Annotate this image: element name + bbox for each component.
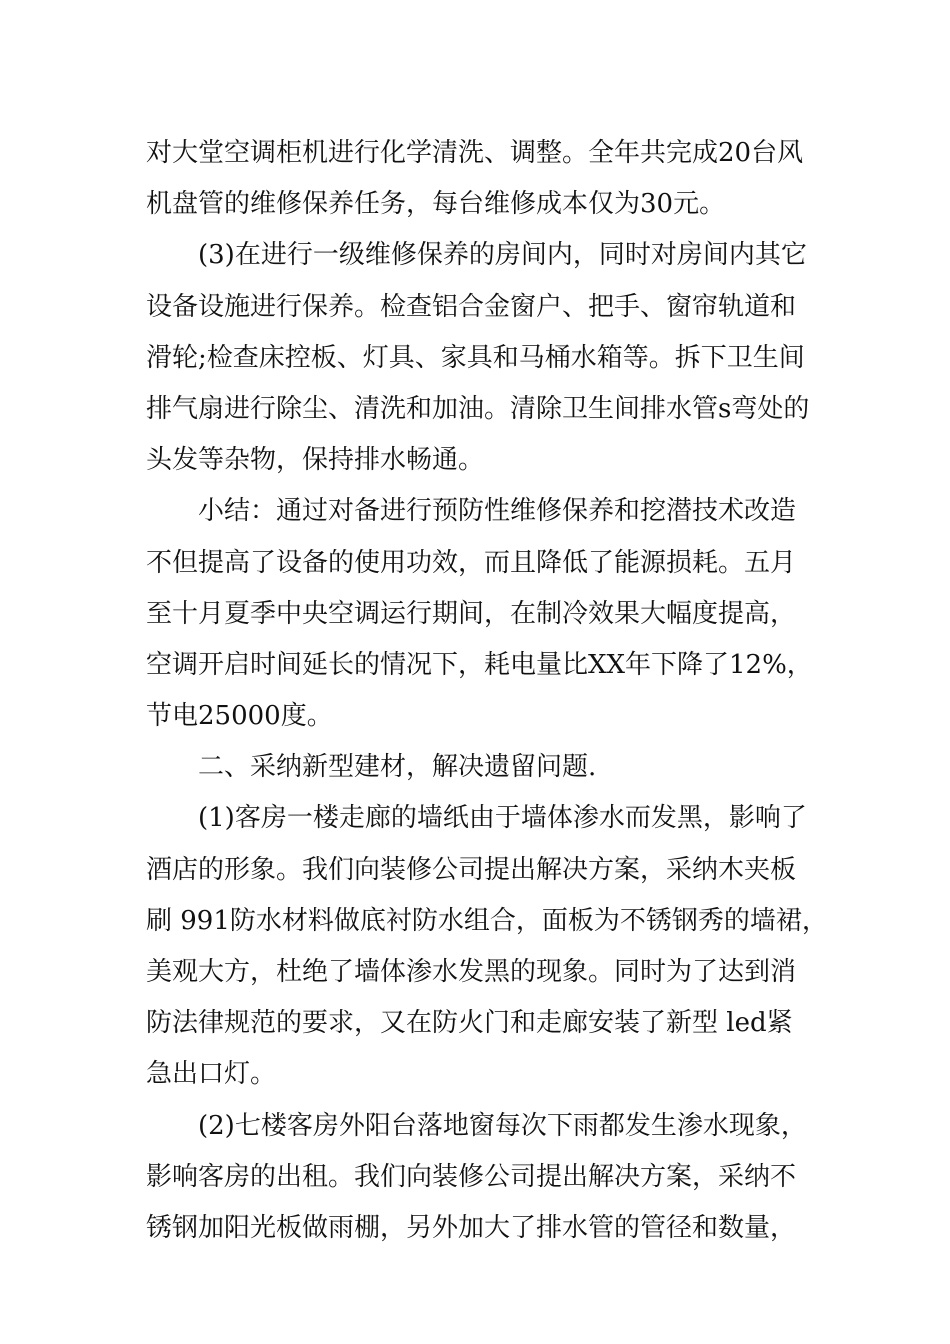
text-line-9: 不但提高了设备的使用功效，而且降低了能源损耗。五月 (146, 547, 797, 578)
text-line-21: 影响客房的出租。我们向装修公司提出解决方案，采纳不 (146, 1161, 797, 1192)
text-line-3: (3)在进行一级维修保养的房间内，同时对房间内其它 (198, 240, 807, 271)
text-line-1: 对大堂空调柜机进行化学清洗、调整。全年共完成20台风 (146, 138, 804, 168)
text-line-7: 头发等杂物，保持排水畅通。 (146, 445, 485, 476)
text-line-2: 机盘管的维修保养任务，每台维修成本仅为30元。 (146, 189, 726, 220)
text-line-19: 急出口灯。 (146, 1059, 277, 1090)
text-line-12: 节电25000度。 (146, 701, 333, 732)
text-line-5: 滑轮;检查床控板、灯具、家具和马桶水箱等。拆下卫生间 (146, 342, 805, 373)
text-line-22: 锈钢加阳光板做雨棚，另外加大了排水管的管径和数量， (146, 1212, 797, 1243)
text-line-16: 刷 991防水材料做底衬防水组合，面板为不锈钢秀的墙裙， (146, 905, 828, 936)
text-line-20: (2)七楼客房外阳台落地窗每次下雨都发生渗水现象， (198, 1110, 807, 1141)
text-line-14: (1)客房一楼走廊的墙纸由于墙体渗水而发黑，影响了 (198, 803, 807, 834)
text-line-8: 小结：通过对备进行预防性维修保养和挖潜技术改造 (198, 496, 797, 527)
body-text (146, 128, 828, 1254)
text-line-18: 防法律规范的要求，又在防火门和走廊安装了新型 led紧 (146, 1008, 793, 1039)
text-line-4: 设备设施进行保养。检查铝合金窗户、把手、窗帘轨道和 (146, 291, 797, 322)
section-heading: 二、采纳新型建材，解决遗留问题. (198, 752, 597, 783)
text-line-17: 美观大方，杜绝了墙体渗水发黑的现象。同时为了达到消 (146, 957, 797, 987)
text-line-6: 排气扇进行除尘、清洗和加油。清除卫生间排水管s弯处的 (146, 393, 810, 424)
text-line-11: 空调开启时间延长的情况下，耗电量比XX年下降了12%， (146, 649, 813, 680)
text-line-15: 酒店的形象。我们向装修公司提出解决方案，采纳木夹板 (146, 854, 797, 885)
text-line-10: 至十月夏季中央空调运行期间，在制冷效果大幅度提高， (146, 598, 797, 629)
